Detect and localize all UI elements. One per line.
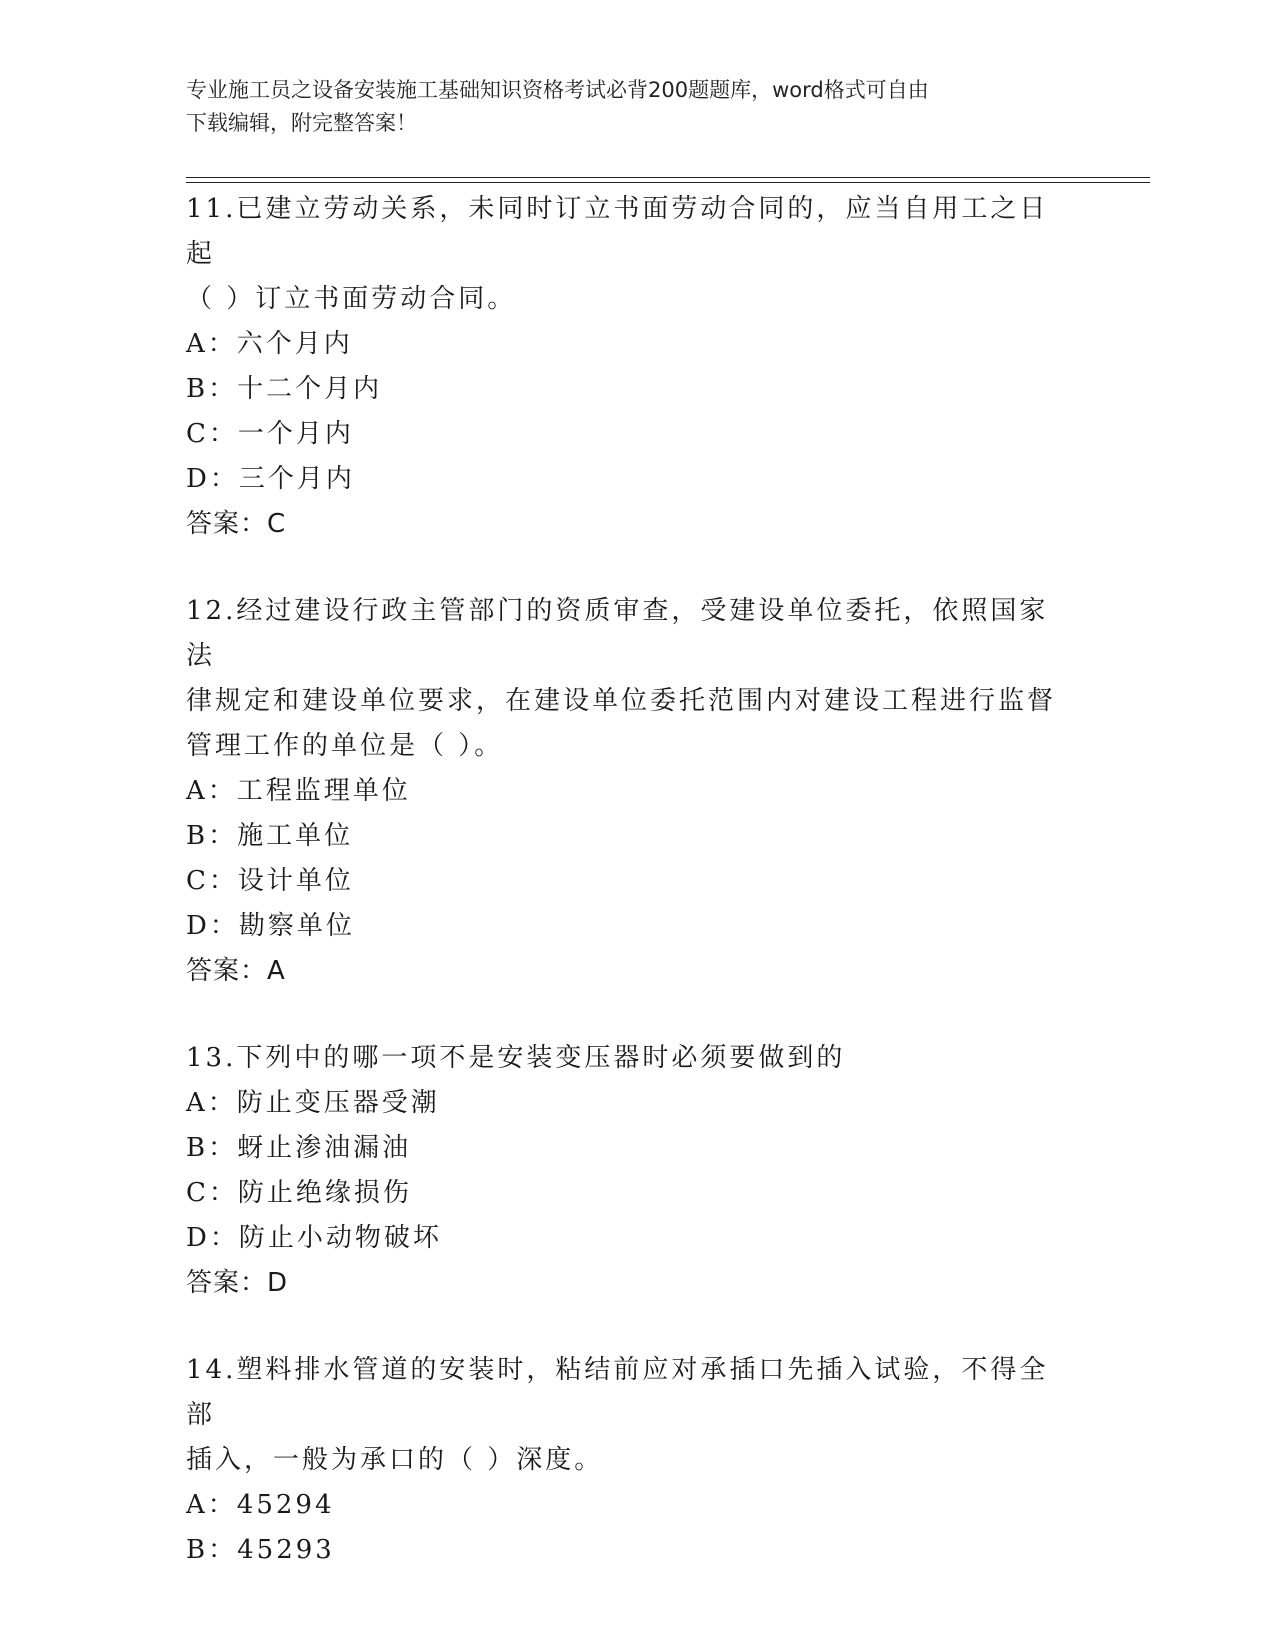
document-header (186, 74, 1066, 140)
header-rule-thick (186, 177, 1150, 178)
option-c: C：防止绝缘损伤 (186, 1178, 412, 1208)
question-list (186, 187, 1066, 1615)
question-stem-line: 插入，一般为承口的（ ）深度。 (186, 1445, 604, 1475)
option-d: D：防止小动物破坏 (186, 1223, 442, 1253)
question-14 (186, 1348, 1066, 1573)
option-a: A：防止变压器受潮 (186, 1088, 440, 1118)
question-stem-line: 14.塑料排水管道的安装时，粘结前应对承插口先插入试验，不得全部 (186, 1355, 1049, 1430)
answer-line: 答案：A (186, 956, 286, 986)
header-rule-thin (186, 182, 1150, 183)
question-11 (186, 187, 1066, 547)
header-line-1: 专业施工员之设备安装施工基础知识资格考试必背200题题库，word格式可自由 (186, 78, 929, 102)
option-c: C：设计单位 (186, 866, 354, 896)
option-d: D：勘察单位 (186, 911, 355, 941)
question-12 (186, 589, 1066, 994)
question-stem-line: 12.经过建设行政主管部门的资质审查，受建设单位委托，依照国家法 (186, 596, 1049, 671)
option-b: B：蚜止渗油漏油 (186, 1133, 412, 1163)
option-a: A：45294 (186, 1490, 335, 1520)
answer-line: 答案：D (186, 1268, 289, 1298)
option-a: A：工程监理单位 (186, 776, 411, 806)
answer-line: 答案：C (186, 509, 287, 539)
option-b: B：施工单位 (186, 821, 354, 851)
option-b: B：45293 (186, 1535, 335, 1565)
option-b: B：十二个月内 (186, 374, 383, 404)
question-stem-line: （ ）订立书面劳动合同。 (186, 284, 517, 314)
header-line-2: 下载编辑，附完整答案！ (186, 111, 417, 135)
option-a: A：六个月内 (186, 329, 353, 359)
question-stem-line: 13.下列中的哪一项不是安装变压器时必须要做到的 (186, 1043, 846, 1073)
question-stem-line: 律规定和建设单位要求，在建设单位委托范围内对建设工程进行监督 (186, 686, 1057, 716)
option-d: D：三个月内 (186, 464, 355, 494)
question-stem-line: 管理工作的单位是（ ）。 (186, 731, 504, 761)
question-13 (186, 1036, 1066, 1306)
question-stem-line: 11.已建立劳动关系，未同时订立书面劳动合同的，应当自用工之日起 (186, 194, 1049, 269)
option-c: C：一个月内 (186, 419, 354, 449)
